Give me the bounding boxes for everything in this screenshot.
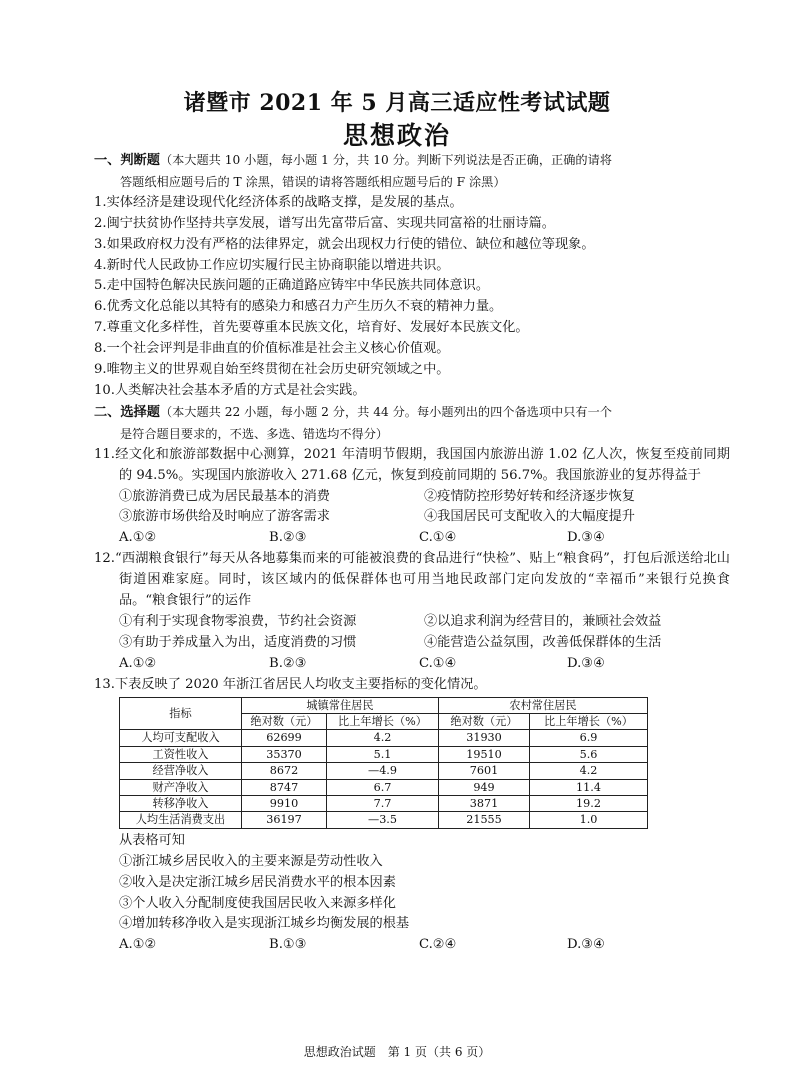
question-11-statements: [94, 487, 730, 508]
answer-option-a: A.①②: [119, 937, 157, 953]
answer-option-b: B.②③: [269, 655, 307, 671]
table-cell: 949: [439, 779, 530, 795]
statement: ②以追求利润为经营目的，兼顾社会效益: [424, 613, 662, 629]
question-12-statements: [94, 612, 730, 633]
table-header-row: [120, 697, 648, 713]
table-cell: 3871: [439, 796, 530, 812]
answer-option-b: B.①③: [269, 937, 307, 953]
judgment-item: 1.实体经济是建设现代化经济体系的战略支撑，是发展的基点。: [94, 194, 463, 210]
table-cell: 7601: [439, 763, 530, 779]
table-header-cell: 指标: [120, 697, 242, 730]
table-row: [120, 779, 648, 795]
table-cell: —3.5: [327, 812, 439, 828]
section-heading-choice: 二、选择题（本大题共 22 小题，每小题 2 分，共 44 分。每小题列出的四个备选项中只有一个: [94, 404, 612, 420]
table-cell: —4.9: [327, 763, 439, 779]
table-row: [120, 730, 648, 746]
table-cell: 19510: [439, 746, 530, 762]
income-table: [119, 697, 648, 829]
question-11-options: [94, 528, 730, 549]
table-cell: 4.2: [327, 730, 439, 746]
question-13-lead: 从表格可知: [119, 832, 185, 848]
table-row: [120, 796, 648, 812]
table-cell: 5.6: [530, 746, 648, 762]
judgment-item: 9.唯物主义的世界观自始至终贯彻在社会历史研究领域之中。: [94, 362, 450, 378]
table-row: [120, 746, 648, 762]
judgment-item: 6.优秀文化总能以其特有的感染力和感召力产生历久不衰的精神力量。: [94, 299, 503, 315]
question-12-statements: [94, 633, 730, 654]
table-cell: 7.7: [327, 796, 439, 812]
table-cell: 19.2: [530, 796, 648, 812]
judgment-item: 7.尊重文化多样性，首先要尊重本民族文化，培育好、发展好本民族文化。: [94, 320, 529, 336]
table-cell: 31930: [439, 730, 530, 746]
judgment-item: 5.走中国特色解决民族问题的正确道路应铸牢中华民族共同体意识。: [94, 278, 490, 294]
table-header-cell: 农村常住居民: [439, 697, 648, 713]
exam-title: 诸暨市 2021 年 5 月高三适应性考试试题: [183, 90, 611, 116]
question-11-statements: [94, 507, 730, 528]
answer-option-b: B.②③: [269, 530, 307, 546]
table-header-cell: 城镇常住居民: [242, 697, 439, 713]
statement: ①有利于实现食物零浪费，节约社会资源: [119, 613, 357, 629]
statement: ②收入是决定浙江城乡居民消费水平的根本因素: [119, 874, 396, 890]
table-cell: 人均可支配收入: [120, 730, 242, 746]
statement: ②疫情防控形势好转和经济逐步恢复: [424, 488, 635, 504]
table-cell: 5.1: [327, 746, 439, 762]
answer-option-d: D.③④: [567, 655, 605, 671]
table-cell: 6.9: [530, 730, 648, 746]
table-cell: 工资性收入: [120, 746, 242, 762]
statement: ③有助于养成量入为出，适度消费的习惯: [119, 634, 357, 650]
question-12-options: [94, 654, 730, 675]
table-cell: 8747: [242, 779, 327, 795]
question-13-stem: 13.下表反映了 2020 年浙江省居民人均收支主要指标的变化情况。: [94, 676, 487, 692]
table-cell: 转移净收入: [120, 796, 242, 812]
table-cell: 6.7: [327, 779, 439, 795]
judgment-item: 2.闽宁扶贫协作坚持共享发展，谱写出先富带后富、实现共同富裕的壮丽诗篇。: [94, 215, 555, 231]
exam-body: [94, 150, 730, 956]
section-instruction: 答题纸相应题号后的 T 涂黑，错误的请将答题纸相应题号后的 F 涂黑）: [120, 174, 506, 189]
question-11-stem: 11.经文化和旅游部数据中心测算，2021 年清明节假期，我国国内旅游出游 1.02 亿人次，恢复至疫前同期的 94.5%。实现国内旅游收入 271.68 亿元，恢复到疫前同期的 56.7%。我国旅游业的复苏得益于: [94, 446, 730, 483]
judgment-item: 4.新时代人民政协工作应切实履行民主协商职能以增进共识。: [94, 257, 450, 273]
statement: ③个人收入分配制度使我国居民收入来源多样化: [119, 895, 396, 911]
table-cell: 财产净收入: [120, 779, 242, 795]
judgment-item: 8.一个社会评判是非曲直的价值标准是社会主义核心价值观。: [94, 341, 450, 357]
answer-option-c: C.①④: [419, 655, 457, 671]
table-cell: 35370: [242, 746, 327, 762]
section-heading-judgment: 一、判断题（本大题共 10 小题，每小题 1 分，共 10 分。判断下列说法是否正确，正确的请将: [94, 153, 612, 168]
judgment-item: 10.人类解决社会基本矛盾的方式是社会实践。: [94, 382, 366, 398]
table-cell: 经营净收入: [120, 763, 242, 779]
answer-option-c: C.②④: [419, 937, 457, 953]
statement: ①浙江城乡居民收入的主要来源是劳动性收入: [119, 853, 383, 869]
statement: ④增加转移净收入是实现浙江城乡均衡发展的根基: [119, 916, 410, 932]
table-cell: 9910: [242, 796, 327, 812]
statement: ④我国居民可支配收入的大幅度提升: [424, 509, 635, 525]
table-row: [120, 812, 648, 828]
table-cell: 4.2: [530, 763, 648, 779]
table-header-cell: 比上年增长（%）: [327, 713, 439, 729]
table-cell: 21555: [439, 812, 530, 828]
table-cell: 8672: [242, 763, 327, 779]
judgment-item: 3.如果政府权力没有严格的法律界定，就会出现权力行使的错位、缺位和越位等现象。: [94, 236, 595, 252]
section-instruction: 是符合题目要求的，不选、多选、错选均不得分）: [120, 426, 389, 441]
statement: ③旅游市场供给及时响应了游客需求: [119, 509, 330, 525]
table-cell: 62699: [242, 730, 327, 746]
question-13-options: [94, 935, 730, 956]
table-cell: 11.4: [530, 779, 648, 795]
table-cell: 1.0: [530, 812, 648, 828]
table-row: [120, 763, 648, 779]
answer-option-d: D.③④: [567, 530, 605, 546]
table-header-cell: 比上年增长（%）: [530, 713, 648, 729]
page-footer: 思想政治试题 第 1 页（共 6 页）: [303, 1045, 491, 1059]
answer-option-d: D.③④: [567, 937, 605, 953]
statement: ①旅游消费已成为居民最基本的消费: [119, 488, 330, 504]
statement: ④能营造公益氛围，改善低保群体的生活: [424, 634, 662, 650]
exam-subject: 思想政治: [342, 121, 451, 150]
table-cell: 36197: [242, 812, 327, 828]
table-header-cell: 绝对数（元）: [439, 713, 530, 729]
question-12-stem: 12.“西湖粮食银行”每天从各地募集而来的可能被浪费的食品进行“快检”、贴上“粮食码”，打包后派送给北山街道困难家庭。同时，该区域内的低保群体也可用当地民政部门定向发放的“幸福币”来银行兑换食品。“粮食银行”的运作: [94, 551, 730, 609]
answer-option-c: C.①④: [419, 530, 457, 546]
answer-option-a: A.①②: [119, 655, 157, 671]
table-body: [120, 730, 648, 828]
answer-option-a: A.①②: [119, 530, 157, 546]
table-cell: 人均生活消费支出: [120, 812, 242, 828]
table-header-cell: 绝对数（元）: [242, 713, 327, 729]
